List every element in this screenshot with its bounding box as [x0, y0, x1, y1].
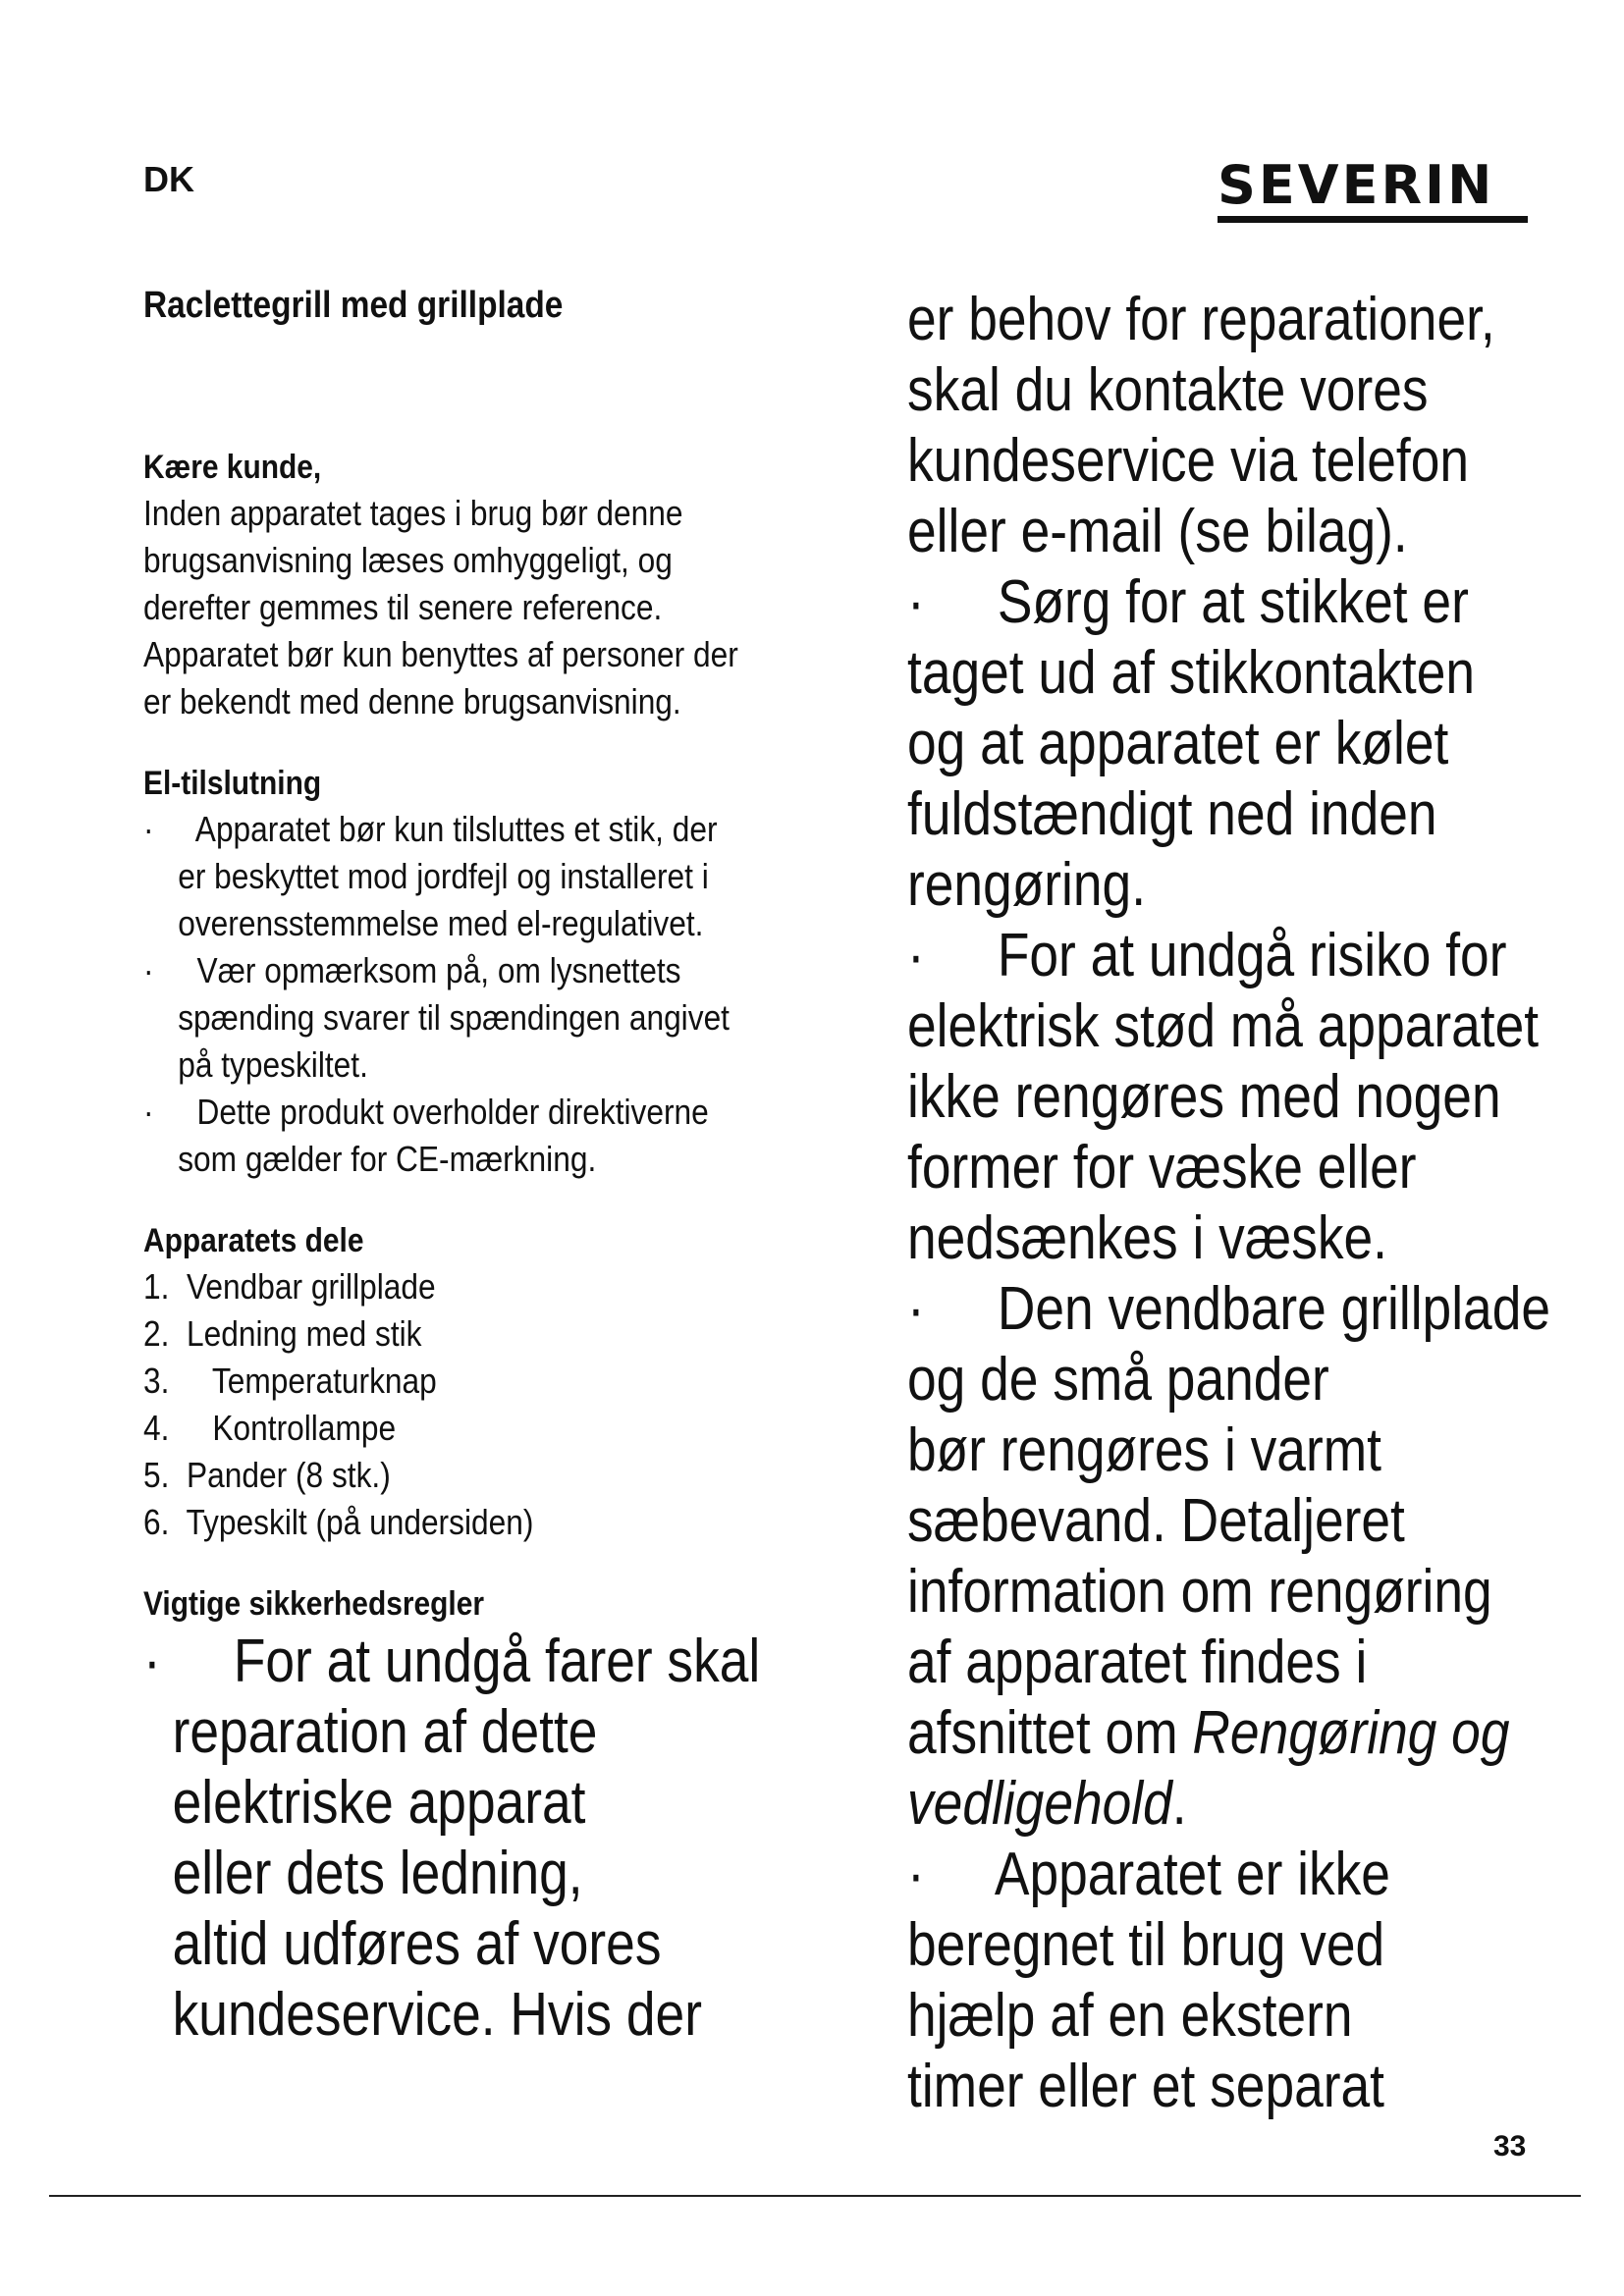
severin-logo — [1218, 154, 1528, 223]
brand-wordmark: SEVERIN — [1218, 154, 1495, 216]
parts-list — [143, 1263, 831, 1546]
parts-item: 4. Kontrollampe — [143, 1408, 397, 1448]
el-tilslutning-heading: El-tilslutning — [143, 765, 322, 802]
language-code: DK — [143, 159, 194, 199]
intro-line: er bekendt med denne brugsanvisning. — [143, 681, 681, 721]
safety-line: · For at undgå farer skal — [143, 1628, 761, 1695]
italic-ref-title-2: vedligehold — [907, 1770, 1172, 1838]
right-line: · Apparatet er ikke — [907, 1841, 1390, 1908]
right-line: · Sørg for at stikket er — [907, 568, 1469, 636]
right-column — [907, 285, 1551, 2122]
right-line-italic-ref — [907, 1698, 1510, 1769]
right-line: elektrisk stød må apparatet — [907, 992, 1540, 1060]
right-line: bør rengøres i varmt — [907, 1416, 1381, 1484]
el-line: · Vær opmærksom på, om lysnettets — [143, 950, 681, 990]
right-line: og de små pander — [907, 1346, 1329, 1414]
el-line: som gælder for CE-mærkning. — [143, 1139, 597, 1179]
safety-line: elektriske apparat — [143, 1769, 586, 1837]
el-line: · Apparatet bør kun tilsluttes et stik, der — [143, 809, 718, 849]
right-line: taget ud af stikkontakten — [907, 639, 1476, 707]
parts-item: 6. Typeskilt (på undersiden) — [143, 1502, 534, 1542]
el-line: · Dette produkt overholder direktiverne — [143, 1092, 709, 1132]
italic-ref-suffix: . — [1171, 1770, 1187, 1838]
parts-item: 2. Ledning med stik — [143, 1313, 422, 1354]
el-line: spænding svarer til spændingen angivet — [143, 997, 730, 1038]
right-line: rengøring. — [907, 851, 1147, 919]
left-column — [143, 285, 831, 2051]
intro-line: Inden apparatet tages i brug bør denne — [143, 493, 683, 533]
right-line: beregnet til brug ved — [907, 1911, 1385, 1979]
parts-item: 3. Temperaturknap — [143, 1361, 437, 1401]
right-line: eller e-mail (se bilag). — [907, 498, 1408, 565]
right-line: fuldstændigt ned inden — [907, 780, 1437, 848]
right-line: sæbevand. Detaljeret — [907, 1487, 1405, 1555]
italic-ref-prefix: afsnittet om — [907, 1699, 1193, 1767]
intro-line: Apparatet bør kun benyttes af personer der — [143, 634, 738, 674]
right-line: timer eller et separat — [907, 2053, 1385, 2120]
safety-heading: Vigtige sikkerhedsregler — [143, 1585, 485, 1623]
el-tilslutning-list — [143, 806, 831, 1183]
parts-item: 5. Pander (8 stk.) — [143, 1455, 391, 1495]
logo-underline — [1218, 216, 1528, 223]
intro-paragraph — [143, 490, 831, 725]
right-line: af apparatet findes i — [907, 1629, 1368, 1696]
document-title: Raclettegrill med grillplade — [143, 285, 564, 326]
safety-line: eller dets ledning, — [143, 1840, 583, 1907]
parts-item: 1. Vendbar grillplade — [143, 1266, 436, 1307]
footer-divider — [49, 2195, 1581, 2197]
right-line: hjælp af en ekstern — [907, 1982, 1353, 2050]
italic-ref-title: Rengøring og — [1192, 1699, 1510, 1767]
right-line: skal du kontakte vores — [907, 356, 1429, 424]
right-line: information om rengøring — [907, 1558, 1492, 1626]
safety-line: kundeservice. Hvis der — [143, 1981, 702, 2049]
el-line: overensstemmelse med el-regulativet. — [143, 903, 704, 943]
safety-line: altid udføres af vores — [143, 1910, 662, 1978]
intro-line: brugsanvisning læses omhyggeligt, og — [143, 540, 673, 580]
right-line: former for væske eller — [907, 1134, 1417, 1201]
right-line: · Den vendbare grillplade — [907, 1275, 1551, 1343]
right-line: er behov for reparationer, — [907, 286, 1495, 353]
safety-list — [143, 1627, 831, 2051]
right-line: kundeservice via telefon — [907, 427, 1470, 495]
greeting: Kære kunde, — [143, 449, 322, 486]
intro-line: derefter gemmes til senere reference. — [143, 587, 663, 627]
page-number: 33 — [1493, 2130, 1527, 2163]
el-line: er beskyttet mod jordfejl og installeret i — [143, 856, 709, 896]
right-line: nedsænkes i væske. — [907, 1204, 1388, 1272]
el-line: på typeskiltet. — [143, 1044, 368, 1085]
safety-line: reparation af dette — [143, 1698, 598, 1766]
right-line: ikke rengøres med nogen — [907, 1063, 1501, 1131]
right-line: og at apparatet er kølet — [907, 710, 1449, 777]
right-line: · For at undgå risiko for — [907, 922, 1507, 989]
right-line-italic-ref-2 — [907, 1769, 1447, 1840]
parts-heading: Apparatets dele — [143, 1222, 364, 1259]
